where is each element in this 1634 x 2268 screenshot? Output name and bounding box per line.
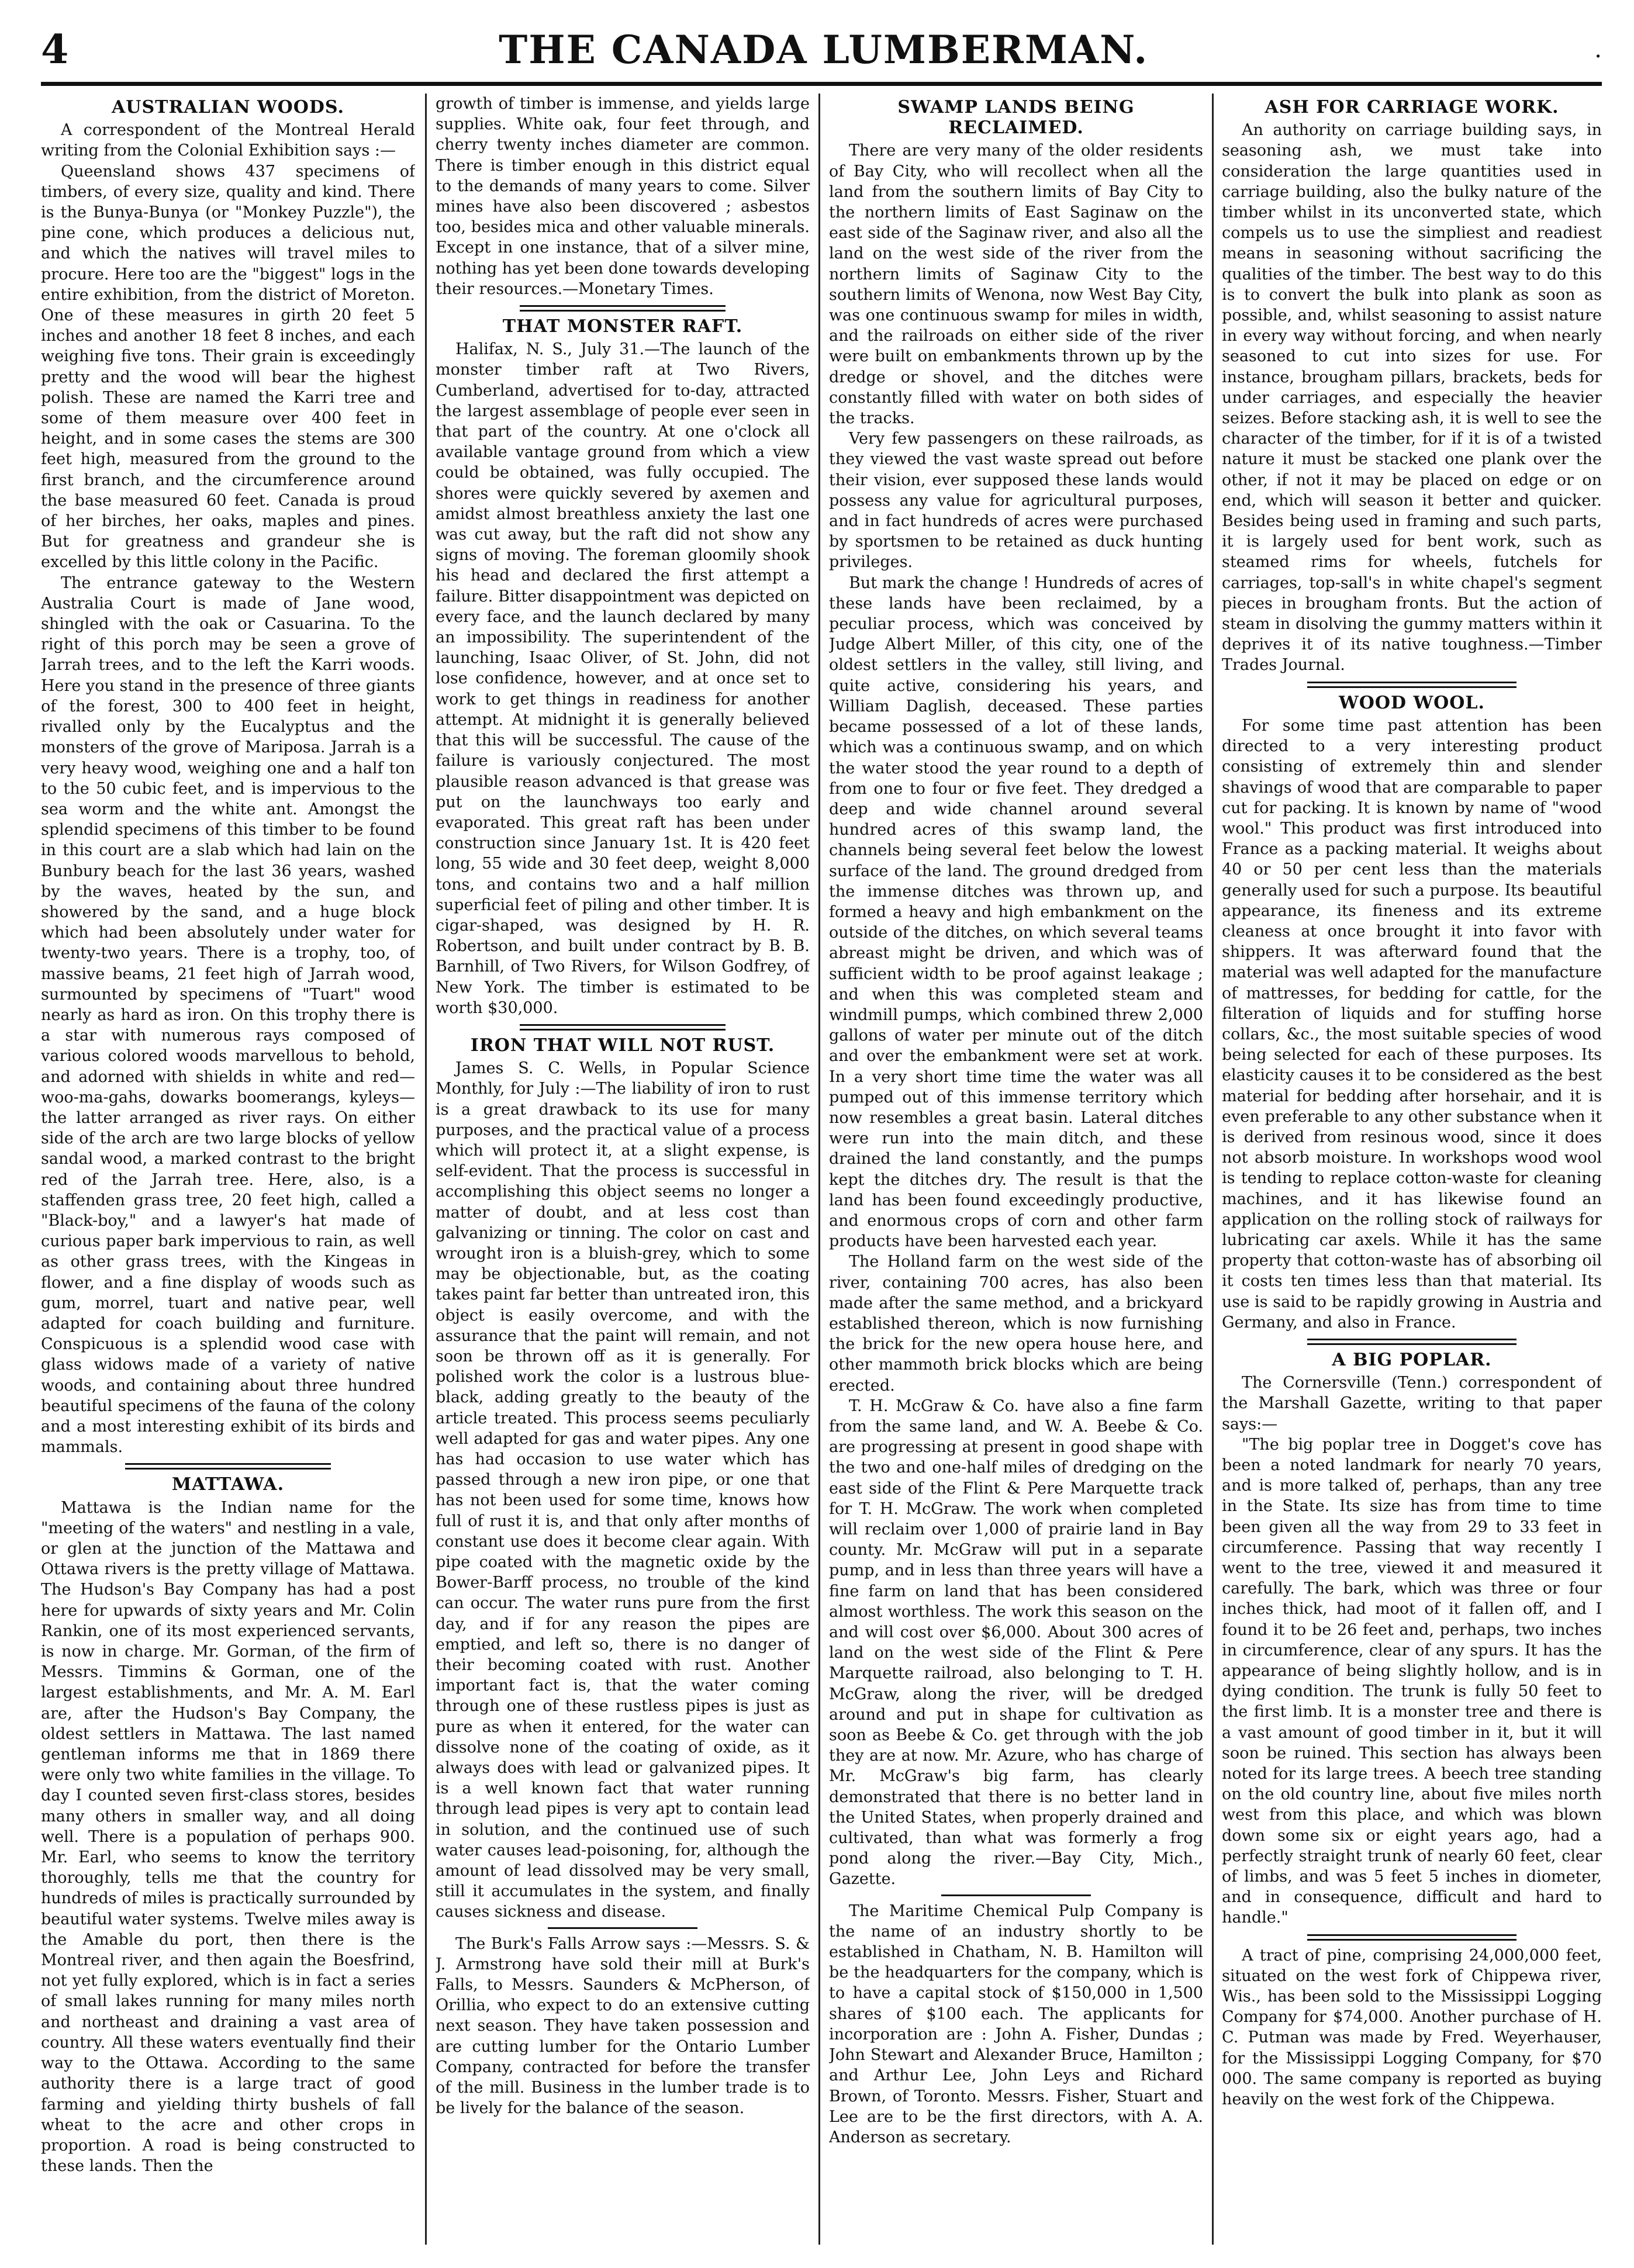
page-number: 4 bbox=[41, 26, 69, 73]
article-heading-big-poplar: A BIG POPLAR. bbox=[1332, 1349, 1492, 1370]
article-heading-australian-woods: AUSTRALIAN WOODS. bbox=[112, 97, 344, 117]
section-rule bbox=[520, 305, 726, 312]
section-rule bbox=[1307, 1339, 1516, 1345]
article-paragraph: The Cornersville (Tenn.) correspondent of the Marshall Gazette, writing to that paper says:— bbox=[1222, 1374, 1602, 1433]
column-3 bbox=[829, 94, 1203, 2250]
masthead bbox=[41, 23, 1602, 76]
article-heading-mattawa: MATTAWA. bbox=[171, 1474, 285, 1495]
article-paragraph: The Maritime Chemical Pulp Company is the name of an industry shortly to be established in Chatham, N. B. Hamilton will be the headquarters for the company, which is to have a capital stock of $150,000 in 1,500 shares of $100 each. The applicants for incorporation are : John A. Fisher, Dundas ; John Stewart and Alexander Bruce, Hamilton ; and Arthur Lee, John Leys and Richard Brown, of Toronto. Messrs. Fisher, Stuart and Lee are to be the first directors, with A. A. Anderson as secretary. bbox=[829, 1901, 1203, 2146]
article-paragraph: A tract of pine, comprising 24,000,000 feet, situated on the west fork of Chippewa river, Wis., has been sold to the Mississippi Logging Company for $74,000. Another purchase of H. C. Putman was made by Fred. Weyerhauser, for the Mississippi Logging Company, for $70 000. The same company is reported as buying heavily on the west fork of the Chippewa. bbox=[1222, 1946, 1602, 2109]
article-paragraph: Queensland shows 437 specimens of timbers, of every size, quality and kind. There is the Bunya-Bunya (or "Monkey Puzzle"), the pine cone, which produces a delicious nut, and which the natives will travel miles to procure. Here too are the "biggest" logs in the entire exhibition, from the district of Moreton. One of these measures in girth 20 feet 5 inches and another 18 feet 8 inches, and each weighing five tons. Their grain is exceedingly pretty and the wood will bear the highest polish. These are named the Karri tree and some of them measure over 400 feet in height, and in some cases the stems are 300 feet high, measured from the ground to the first branch, and the circumference around the base measured 60 feet. Canada is proud of her birches, her oaks, maples and pines. But for greatness and grandeur she is excelled by this little colony in the Pacific. bbox=[41, 162, 415, 572]
article-heading-swamp-lands: SWAMP LANDS BEING RECLAIMED. bbox=[897, 97, 1135, 139]
article-paragraph: The Burk's Falls Arrow says :—Messrs. S. & J. Armstrong have sold their mill at Burk's Falls, to Messrs. Saunders & McPherson, of Orillia, who expect to do an extensive cutting next season. They have taken possession and are cutting lumber for the Ontario Lumber Company, contracted for before the transfer of the mill. Business in the lumber trade is to be lively for the balance of the season. bbox=[436, 1934, 810, 2118]
column-1 bbox=[41, 94, 415, 2250]
article-heading-ash-carriage: ASH FOR CARRIAGE WORK. bbox=[1265, 97, 1559, 117]
section-rule bbox=[520, 1024, 726, 1031]
article-paragraph: The entrance gateway to the Western Australia Court is made of Jane wood, shingled with the oak or Casuarina. To the right of this porch may be seen a grove of Jarrah trees, and to the left the Karri woods. Here you stand in the presence of three giants of the forest, 300 to 400 feet in height, rivalled only by the Eucalyptus and the monsters of the grove of Mariposa. Jarrah is a very heavy wood, weighing one and a half ton to the 50 cubic feet, and is impervious to the sea worm and the white ant. Amongst the splendid specimens of this timber to be found in this court are a slab which had lain on the Bunbury beach for the last 36 years, washed by the waves, heated by the sun, and showered by the sand, and a huge block which had been absolutely under water for twenty-two years. There is a trophy, too, of massive beams, 21 feet high of Jarrah wood, surmounted by specimens of "Tuart" wood nearly as hard as iron. On this trophy there is a star with numerous rays composed of various colored woods marvellous to behold, and adorned with shields in white and red—woo-ma-gahs, dowarks boomerangs, kyleys—the latter arranged as river rays. On either side of the arch are two large blocks of yellow sandal wood, a marked contrast to the bright red of the Jarrah tree. Here, also, is a staffenden grass tree, 20 feet high, called a "Black-boy," and a lawyer's hat made of curious paper bark impervious to rain, as well as other grass trees, with the Kingeas in flower, and a fine display of woods such as gum, morrel, tuart and native pear, well adapted for coach building and furniture. Conspicuous is a splendid wood case with glass widows made of a variety of native woods, and containing about three hundred beautiful specimens of the fauna of the colony and a most interesting exhibit of its birds and mammals. bbox=[41, 573, 415, 1457]
column-4 bbox=[1222, 94, 1602, 2250]
column-divider bbox=[425, 94, 427, 2245]
article-heading-wood-wool: WOOD WOOL. bbox=[1339, 692, 1485, 713]
section-rule bbox=[1307, 682, 1516, 688]
article-paragraph: The Holland farm on the west side of the river, containing 700 acres, has also been made after the same method, and a brickyard established thereon, which is now furnishing the brick for the new opera house here, and other mammoth brick blocks which are being erected. bbox=[829, 1253, 1203, 1395]
section-rule bbox=[125, 1463, 331, 1470]
article-paragraph: For some time past attention has been directed to a very interesting product consisting of extremely thin and slender shavings of wood that are comparable to paper cut for packing. It is known by name of "wood wool." This product was first introduced into France as a packing material. It weighs about 40 or 50 per cent less than the materials generally used for such a purpose. Its beautiful appearance, its fineness and its extreme cleaness at once brought it into favor with shippers. It was afterward found that the material was well adapted for the manufacture of mattresses, for bedding for cattle, for the filteration of liquids and for stuffing horse collars, &c., the most suitable species of wood being selected for each of these purposes. Its elasticity causes it to be considered as the best material for bedding after horsehair, and it is even preferable to any other substance when it is derived from resinous wood, since it does not absorb moisture. In workshops wood wool is tending to replace cotton-waste for cleaning machines, and it has likewise found an application on the rolling stock of railways for lubricating car axels. While it has the same property that cotton-waste has of absorbing oil it costs ten times less than that material. Its use is said to be rapidly growing in Austria and Germany, and also in France. bbox=[1222, 716, 1602, 1332]
column-divider bbox=[818, 94, 820, 2245]
column-2 bbox=[436, 94, 810, 2250]
article-heading-monster-raft: THAT MONSTER RAFT. bbox=[502, 316, 743, 337]
article-paragraph: Mattawa is the Indian name for the "meeting of the waters" and nestling in a vale, or glen at the junction of the Mattawa and Ottawa rivers is the pretty village of Mattawa. The Hudson's Bay Company has had a post here for upwards of sixty years and Mr. Colin Rankin, one of its most experienced servants, is now in charge. Mr. Gorman, of the firm of Messrs. Timmins & Gorman, one of the largest establishments, and Mr. A. M. Earl are, after the Hudson's Bay Company, the oldest settlers in Mattawa. The last named gentleman informs me that in 1869 there were only two white families in the village. To day I counted seven first-class stores, besides many others in smaller way, and all doing well. There is a population of perhaps 900. Mr. Earl, who seems to know the territory thoroughly, tells me that the country for hundreds of miles is practically surrounded by beautiful water systems. Twelve miles away is the Amable du port, then there is the Montreal river, and then again the Boesfrind, not yet fully explored, which is in fact a series of small lakes running for many miles north and northeast and draining a vast area of country. All these waters eventually find their way to the Ottawa. According to the same authority there is a large tract of good farming and yielding thirty bushels of fall wheat to the acre and other crops in proportion. A road is being constructed to these lands. Then the bbox=[41, 1498, 415, 2176]
article-paragraph: Very few passengers on these railroads, as they viewed the vast waste spread out before their vision, ever supposed these lands would possess any value for agricultural purposes, and in fact hundreds of acres were purchased by sportsmen to be retained as duck hunting privileges. bbox=[829, 430, 1203, 572]
section-rule bbox=[941, 1894, 1091, 1896]
column-divider bbox=[1212, 94, 1214, 2245]
section-rule bbox=[548, 1927, 697, 1929]
article-paragraph: James S. C. Wells, in Popular Science Monthly, for July :—The liability of iron to rust is a great drawback to its use for many purposes, and the practical value of a process which will protect it, at a slight expense, is self-evident. That the process is successful in accomplishing this object seems no longer a matter of doubt, and at less cost than galvanizing or tinning. The color on cast and wrought iron is a bluish-grey, which to some may be objectionable, but, as the coating takes paint far better than untreated iron, this object is easily overcome, and with the assurance that the paint will remain, and not soon be thrown off as it is generally. For polished work the color is a lustrous blue-black, adding greatly to the beauty of the article treated. This process seems peculiarly well adapted for gas and water pipes. Any one has had occasion to use water which has passed through a new iron pipe, or one that has not been used for some time, knows how full of rust it is, and that only after months of constant use does it become clear again. With pipe coated with the magnetic oxide by the Bower-Barff process, no trouble of the kind can occur. The water runs pure from the first day, and if for any reason the pipes are emptied, and left so, there is no danger of their becoming coated with rust. Another important fact is, that the water coming through one of these rustless pipes is just as pure as when it entered, for the water can dissolve none of the coating of oxide, as it always does with lead or galvanized pipes. It is a well known fact that water running through lead pipes is very apt to contain lead in solution, and the continued use of such water causes lead-poisoning, for, although the amount of lead dissolved may be very small, still it accumulates in the system, and finally causes sickness and disease. bbox=[436, 1059, 810, 1921]
article-heading-iron-rust: IRON THAT WILL NOT RUST. bbox=[470, 1035, 775, 1056]
article-paragraph: There are very many of the older residents of Bay City, who will recollect when all the land from the southern limits of Bay City to the northern limits of East Saginaw on the east side of the Saginaw river, and also all the land on the west side of the river from the northern limits of Saginaw City to the southern limits of Wenona, now West Bay City, was one continuous swamp for miles in width, and the railroads on either side of the river were built on embankments thrown up by the dredge or shovel, and the ditches were constantly filled with water on both sides of the tracks. bbox=[829, 141, 1203, 428]
article-paragraph: T. H. McGraw & Co. have also a fine farm from the same land, and W. A. Beebe & Co. are progressing at present in good shape with the two and one-half miles of dredging on the east side of the Flint & Pere Marquette track for T. H. McGraw. The work when completed will reclaim over 1,000 of prairie land in Bay county. Mr. McGraw will put in a separate pump, and in less than three years will have a fine farm on land that has been considered almost worthless. The work this season on the and will cost over $6,000. About 300 acres of land on the west side of the Flint & Pere Marquette railroad, also belonging to T. H. McGraw, along the river, will be dredged around and put in shape for cultivation as soon as Beebe & Co. get through with the job they are at now. Mr. Azure, who has charge of Mr. McGraw's big farm, has clearly demonstrated that there is no better land in the United States, when properly drained and cultivated, than what was formerly a frog pond along the river.—Bay City, Mich., Gazette. bbox=[829, 1396, 1203, 1889]
masthead-rule bbox=[41, 82, 1602, 86]
article-paragraph: growth of timber is immense, and yields large supplies. White oak, four feet through, and cherry twenty inches diameter are common. There is timber enough in this district equal to the demands of many years to come. Silver mines have also been discovered ; asbestos too, besides mica and other valuable minerals. Except in one instance, that of a silver mine, nothing has yet been done towards developing their resources.—Monetary Times. bbox=[436, 95, 810, 298]
article-paragraph: But mark the change ! Hundreds of acres of these lands have been reclaimed, by a peculiar process, which was conceived by Judge Albert Miller, of this city, one of the oldest settlers in the valley, still living, and quite active, considering his years, and William Daglish, deceased. These parties became possessed of a lot of these lands, which was a continuous swamp, and on which the water stood the year round to a depth of from one to four or five feet. They dredged a deep and wide channel around several hundred acres of this swamp land, the channels being several feet below the lowest surface of the land. The ground dredged from the immense ditches was thrown up, and formed a heavy and high embankment on the outside of the ditches, on which several teams abreast might be driven, and which was of sufficient width to be proof against leakage ; and when this was completed steam and windmill pumps, which combined threw 2,000 gallons of water per minute out of the ditch and over the embankment were set at work. In a very short time time the water was all pumped out of this immense territory which now resembles a great basin. Lateral ditches were run into the main ditch, and these drained the land constantly, and the pumps kept the ditches dry. The result is that the land has been found exceedingly productive, and enormous crops of corn and other farm products have been harvested each year. bbox=[829, 573, 1203, 1251]
article-paragraph: "The big poplar tree in Dogget's cove has been a noted landmark for nearly 70 years, and is more talked of, perhaps, than any tree in the State. Its size has from time to time been given all the way from 29 to 33 feet in circumference. Passing that way recently I went to the tree, viewed it and measured it carefully. The bark, which was three or four inches thick, had moot of it fallen off, and I found it to be 26 feet and, perhaps, two inches in circumference, clear of any spurs. It has the appearance of being slightly hollow, and is in dying condition. The trunk is fully 50 feet to the first limb. It is a monster tree and there is a vast amount of good timber in it, but it will soon be ruined. This section has always been noted for its large trees. A beech tree standing on the old country line, about five miles north west from this place, and which was blown down some six or eight years ago, had a perfectly straight trunk of nearly 60 feet, clear of limbs, and was 5 feet 5 inches in diometer, and in consequence, difficult and hard to handle." bbox=[1222, 1435, 1602, 1927]
article-paragraph: A correspondent of the Montreal Herald writing from the Colonial Exhibition says :— bbox=[41, 121, 415, 160]
newspaper-title: THE CANADA LUMBERMAN. bbox=[499, 27, 1149, 72]
article-paragraph: An authority on carriage building says, in seasoning ash, we must take into consideration the large quantities used in carriage building, also the bulky nature of the timber whilst in its unconverted state, which compels us to use the simpliest and readiest means in seasoning without sacrificing the qualities of the timber. The best way to do this is to convert the bulk into plank as soon as possible, and, whilst seasoning to assist nature in every way without forcing, and when nearly seasoned to cut into sizes for use. For instance, brougham pillars, brackets, beds for under carriages, and especially the heavier seizes. Before stacking ash, it is well to see the character of the timber, for if it is of a twisted nature it must be stacked one plank over the other, if not it may be placed on edge or on end, which will season it better and quicker. Besides being used in framing and such parts, it is largely used for bent work, such as steamed rims for wheels, futchels for carriages, top-sall's in white chapel's segment pieces in brougham fronts. But the action of steam in disolving the gummy matters within it deprives it of its native toughness.—Timber Trades Journal. bbox=[1222, 121, 1602, 675]
article-paragraph: Halifax, N. S., July 31.—The launch of the monster timber raft at Two Rivers, Cumberland, advertised for to-day, attracted the largest assemblage of people ever seen in that part of the country. At one o'clock all available vantage ground from which a view could be obtained, was fully occupied. The shores were quickly severed by axemen and amidst almost breathless anxiety the last one was cut away, but the raft did not show any signs of moving. The foreman gloomily shook his head and declared the first attempt a failure. Bitter disappointment was depicted on every face, and the launch declared by many an impossibility. The superintendent of the launching, Isaac Oliver, of St. John, did not lose confidence, however, and at once set to work to get things in readiness for another attempt. At midnight it is generally believed that this will be successful. The cause of the failure is variously conjectured. The most plausible reason advanced is that grease was put on the launchways too early and evaporated. This great raft has been under construction since January 1st. It is 420 feet long, 55 wide and 30 feet deep, weight 8,000 tons, and contains two and a half million superficial feet of piling and other timber. It is cigar-shaped, was designed by H. R. Robertson, and built under contract by B. B. Barnhill, of Two Rivers, for Wilson Godfrey, of New York. The timber is estimated to be worth $30,000. bbox=[436, 340, 810, 1017]
section-rule bbox=[1307, 1934, 1516, 1941]
masthead-dot: . bbox=[1594, 36, 1602, 63]
